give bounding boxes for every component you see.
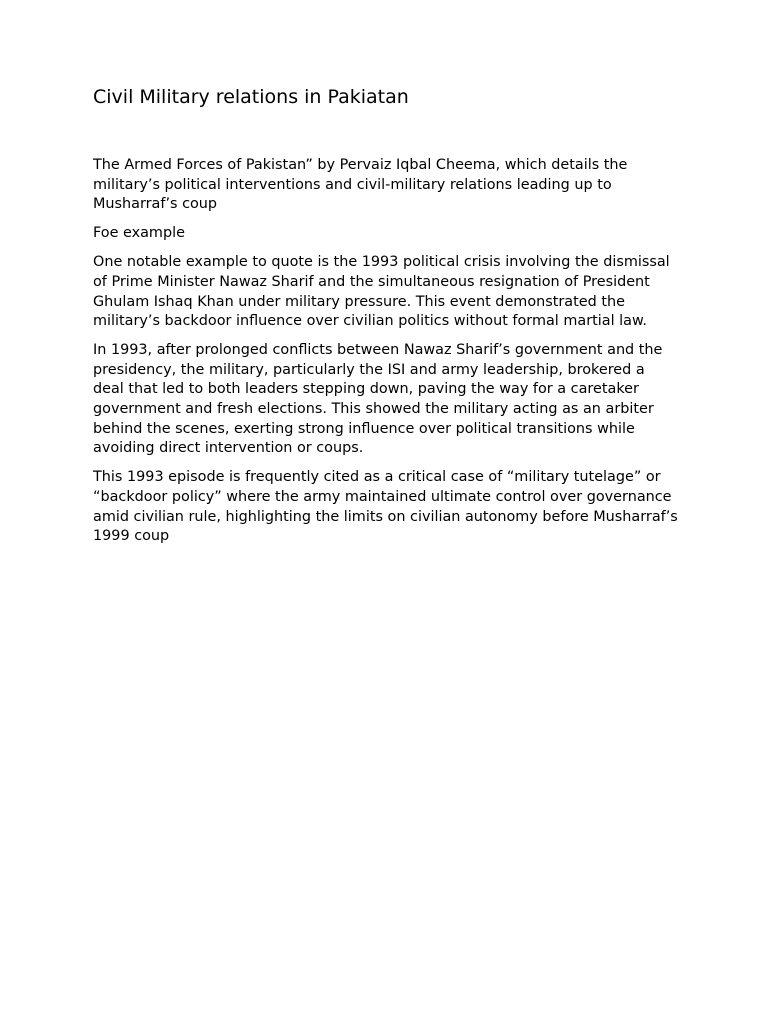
paragraph-source-reference: The Armed Forces of Pakistan” by Pervaiz Iqbal Cheema, which details the military’s political interventions and civil-military relations leading up to Musharraf’s coup — [93, 157, 628, 213]
paragraph-1993-crisis: One notable example to quote is the 1993 political crisis involving the dismissal of Prime Minister Nawaz Sharif and the simultaneous resignation of President Ghulam Ishaq Khan under military pressure. This event demonstrated the military’s backdoor influence over civilian politics without formal martial law. — [93, 254, 670, 330]
paragraph-example-label: Foe example — [93, 225, 185, 242]
document-title: Civil Military relations in Pakiatan — [93, 86, 409, 108]
paragraph-military-tutelage: This 1993 episode is frequently cited as a critical case of “military tutelage” or “backdoor policy” where the army maintained ultimate control over governance amid civilian rule, highlighting the limits on civilian autonomy before Musharraf’s 1999 coup — [93, 469, 678, 545]
document-page — [93, 84, 678, 556]
paragraph-1993-deal: In 1993, after prolonged conflicts between Nawaz Sharif’s government and the presidency, the military, particularly the ISI and army leadership, brokered a deal that led to both leaders stepping down, paving the way for a caretaker government and fresh elections. This showed the military acting as an arbiter behind the scenes, exerting strong influence over political transitions while avoiding direct intervention or coups. — [93, 342, 663, 457]
